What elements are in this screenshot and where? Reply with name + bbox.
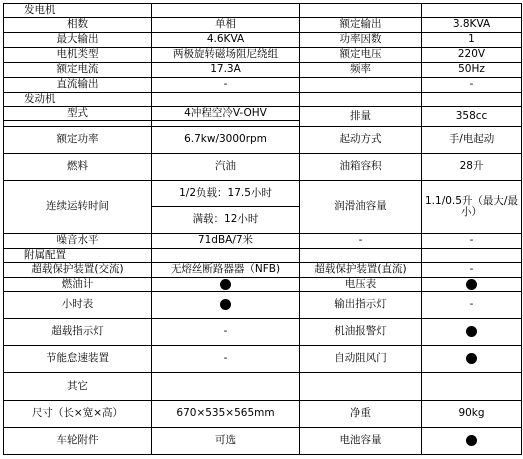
runtime-label: 连续运转时间 xyxy=(4,181,152,234)
idle-device-label: 节能怠速装置 xyxy=(4,346,152,373)
displacement-label: 排量 xyxy=(300,107,422,127)
rated-power-value: 6.7kw/3000rpm xyxy=(152,127,300,154)
fuel-label: 燃料 xyxy=(4,154,152,181)
battery-included-icon xyxy=(466,435,477,446)
output-light-label: 输出指示灯 xyxy=(300,292,422,319)
rated-voltage-value: 220V xyxy=(422,48,522,63)
output-light-value: - xyxy=(422,292,522,319)
hour-meter-included-icon xyxy=(220,299,231,310)
voltmeter-included-icon xyxy=(466,279,477,290)
motor-type-label: 电机类型 xyxy=(4,48,152,63)
rated-power-label: 额定功率 xyxy=(4,127,152,154)
power-factor-label: 功率因数 xyxy=(300,33,422,48)
dc-extra-value: - xyxy=(422,78,522,93)
section-other: 其它 xyxy=(4,373,152,401)
oil-capacity-value: 1.1/0.5升（最大/最小） xyxy=(422,181,522,234)
noise-extra-value: - xyxy=(300,234,422,249)
idle-device-value: - xyxy=(152,346,300,373)
ac-overload-value: 无熔丝断路器器（NFB) xyxy=(152,263,300,278)
wheel-value: 可选 xyxy=(152,428,300,455)
tank-value: 28升 xyxy=(422,154,522,181)
hour-meter-label: 小时表 xyxy=(4,292,152,319)
section-engine: 发动机 xyxy=(4,93,152,107)
motor-type-value: 两极旋转磁场阻尼绕组 xyxy=(152,48,300,63)
runtime-full-load: 满载：12小时 xyxy=(152,207,300,234)
max-output-value: 4.6KVA xyxy=(152,33,300,48)
noise-value: 71dBA/7米 xyxy=(152,234,300,249)
battery-label: 电池容量 xyxy=(300,428,422,455)
ac-overload-label: 超载保护装置(交流) xyxy=(4,263,152,278)
weight-value: 90kg xyxy=(422,401,522,428)
fuel-gauge-label: 燃油计 xyxy=(4,278,152,292)
engine-model-label: 型式 xyxy=(4,107,152,121)
phase-label: 相数 xyxy=(4,18,152,33)
overload-light-value: - xyxy=(152,319,300,346)
spec-table xyxy=(3,3,522,455)
wheel-label: 车轮附件 xyxy=(4,428,152,455)
dc-overload-label: 超载保护装置(直流) xyxy=(300,263,422,278)
runtime-half-load: 1/2负载：17.5小时 xyxy=(152,181,300,207)
fuel-gauge-included-icon xyxy=(220,279,231,290)
start-method-label: 起动方式 xyxy=(300,127,422,154)
rated-current-label: 额定电流 xyxy=(4,63,152,78)
size-label: 尺寸（长×宽×高） xyxy=(4,401,152,428)
dc-output-value: - xyxy=(152,78,300,93)
rated-output-label: 额定输出 xyxy=(300,18,422,33)
oil-alarm-label: 机油报警灯 xyxy=(300,319,422,346)
max-output-label: 最大输出 xyxy=(4,33,152,48)
noise-label: 噪音水平 xyxy=(4,234,152,249)
tank-label: 油箱容积 xyxy=(300,154,422,181)
fuel-value: 汽油 xyxy=(152,154,300,181)
oil-alarm-included-icon xyxy=(466,326,477,337)
rated-current-value: 17.3A xyxy=(152,63,300,78)
power-factor-value: 1 xyxy=(422,33,522,48)
rated-output-value: 3.8KVA xyxy=(422,18,522,33)
displacement-value: 358cc xyxy=(422,107,522,127)
weight-label: 净重 xyxy=(300,401,422,428)
frequency-value: 50Hz xyxy=(422,63,522,78)
overload-light-label: 超载指示灯 xyxy=(4,319,152,346)
start-method-value: 手/电起动 xyxy=(422,127,522,154)
dc-overload-value: - xyxy=(422,263,522,278)
engine-model-value: 4冲程空冷V-OHV xyxy=(152,107,300,121)
auto-choke-label: 自动阻风门 xyxy=(300,346,422,373)
voltmeter-label: 电压表 xyxy=(300,278,422,292)
frequency-label: 频率 xyxy=(300,63,422,78)
dc-output-label: 直流输出 xyxy=(4,78,152,93)
section-accessories: 附属配置 xyxy=(4,249,152,263)
noise-extra-value-2: - xyxy=(422,234,522,249)
phase-value: 单相 xyxy=(152,18,300,33)
auto-choke-included-icon xyxy=(466,353,477,364)
oil-capacity-label: 润滑油容量 xyxy=(300,181,422,234)
section-generator: 发电机 xyxy=(4,4,152,18)
size-value: 670×535×565mm xyxy=(152,401,300,428)
rated-voltage-label: 额定电压 xyxy=(300,48,422,63)
